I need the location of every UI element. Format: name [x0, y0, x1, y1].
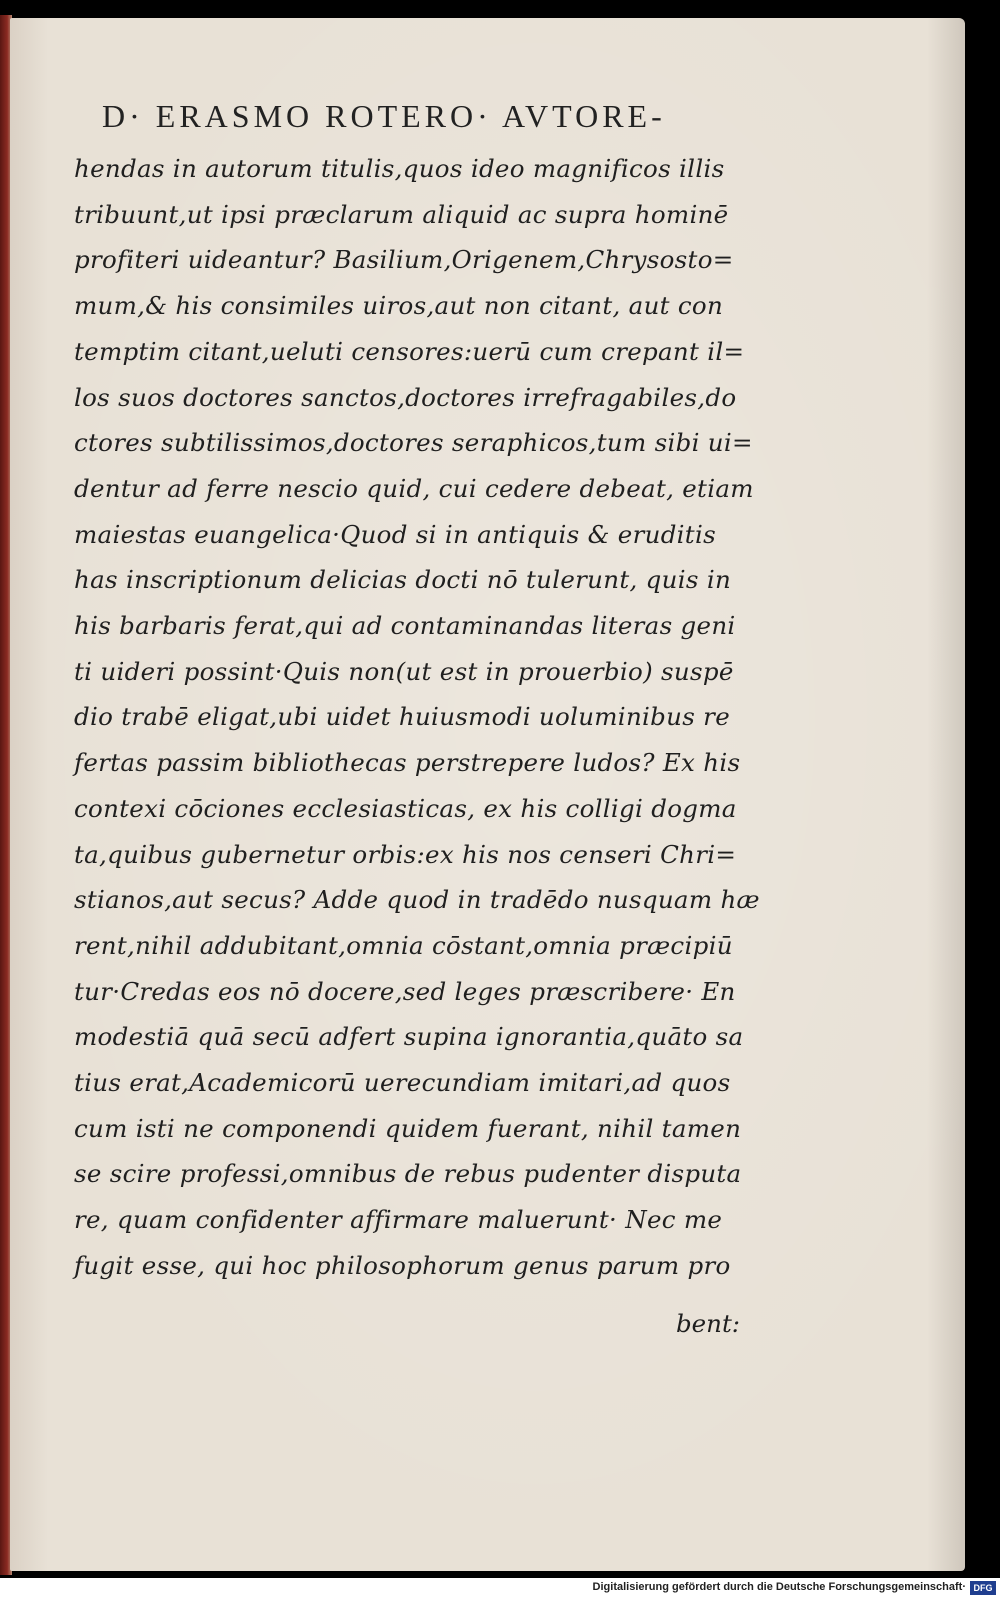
text-line: dio trabē eligat,ubi uidet huiusmodi uoluminibus re	[74, 702, 730, 732]
text-line: hendas in autorum titulis,quos ideo magnificos illis	[74, 154, 725, 183]
funding-credit: Digitalisierung gefördert durch die Deutsche Forschungsgemeinschaft·	[592, 1581, 966, 1593]
text-line: stianos,aut secus? Adde quod in tradēdo nusquam hæ	[74, 885, 760, 915]
text-line: his barbaris ferat,qui ad contaminandas literas geni	[74, 611, 736, 641]
book-page	[10, 18, 965, 1571]
text-line: tur·Credas eos nō docere,sed leges præscribere· En	[74, 976, 736, 1006]
text-line: ti uideri possint·Quis non(ut est in prouerbio) suspē	[74, 656, 734, 686]
text-line: re, quam confidenter affirmare maluerunt· Nec me	[74, 1205, 723, 1235]
text-line: temptim citant,ueluti censores:uerū cum crepant il=	[74, 336, 745, 366]
text-line: ta,quibus gubernetur orbis:ex his nos censeri Chri=	[74, 839, 737, 869]
text-line: se scire professi,omnibus de rebus pudenter disputa	[74, 1159, 742, 1189]
text-line: maiestas euangelica·Quod si in antiquis & eruditis	[74, 519, 716, 549]
body-text	[74, 146, 774, 1289]
page-headline: D· ERASMO ROTERO· AVTORE-	[102, 98, 666, 134]
text-line: modestiā quā secū adfert supina ignorantia,quāto sa	[74, 1022, 744, 1052]
text-line: has inscriptionum delicias docti nō tulerunt, quis in	[74, 565, 732, 595]
text-line: fugit esse, qui hoc philosophorum genus parum pro	[74, 1250, 731, 1280]
text-line: tribuunt,ut ipsi præclarum aliquid ac supra hominē	[74, 199, 729, 229]
footer-bar	[0, 1578, 1000, 1600]
text-line: fertas passim bibliothecas perstrepere ludos? Ex his	[74, 748, 741, 778]
text-line: tius erat,Academicorū uerecundiam imitari,ad quos	[74, 1068, 731, 1098]
text-line: contexi cōciones ecclesiasticas, ex his colligi dogma	[74, 793, 737, 823]
text-line: rent,nihil addubitant,omnia cōstant,omnia præcipiū	[74, 930, 733, 960]
text-line: cum isti ne componendi quidem fuerant, nihil tamen	[74, 1113, 742, 1143]
catchword: bent:	[676, 1309, 741, 1338]
dfg-logo: DFG	[970, 1581, 996, 1595]
text-line: profiteri uideantur? Basilium,Origenem,Chrysosto=	[74, 245, 734, 275]
text-line: dentur ad ferre nescio quid, cui cedere debeat, etiam	[74, 473, 754, 503]
text-line: mum,& his consimiles uiros,aut non citant, aut con	[74, 291, 724, 321]
text-line: los suos doctores sanctos,doctores irrefragabiles,do	[74, 382, 737, 412]
text-line: ctores subtilissimos,doctores seraphicos,tum sibi ui=	[74, 428, 753, 458]
